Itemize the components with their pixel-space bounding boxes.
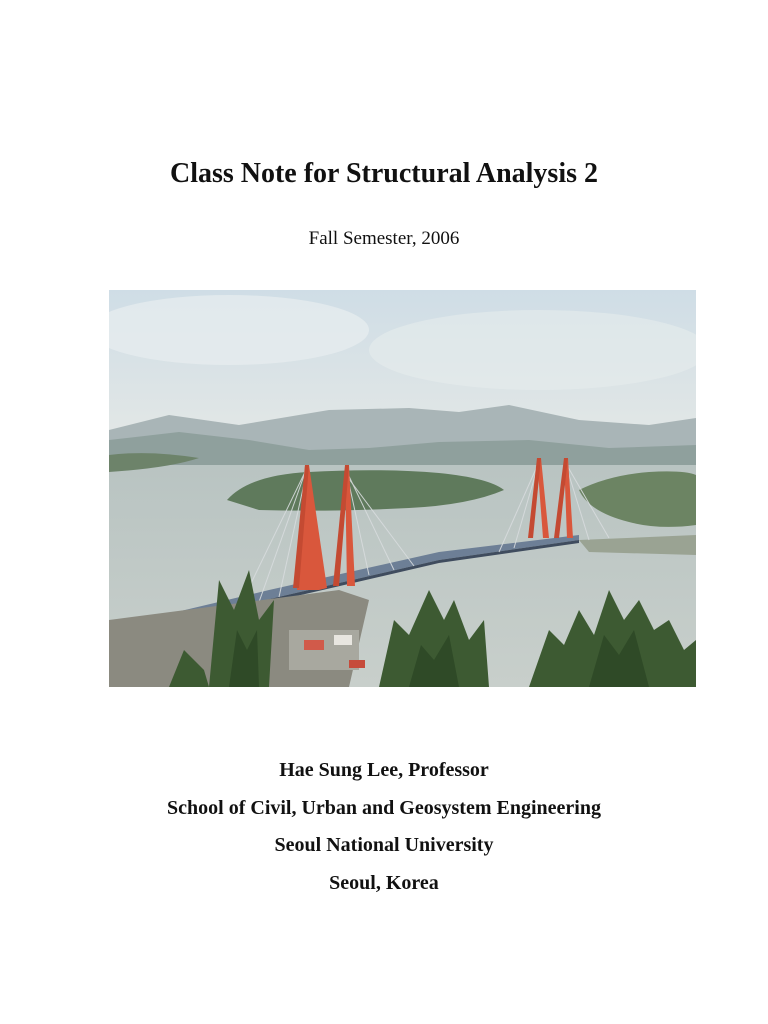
author-block bbox=[0, 758, 768, 908]
bridge-photo bbox=[109, 290, 696, 687]
document-title: Class Note for Structural Analysis 2 bbox=[169, 158, 599, 189]
author-name: Hae Sung Lee, Professor bbox=[279, 759, 489, 781]
author-university: Seoul National University bbox=[274, 834, 494, 856]
author-location: Seoul, Korea bbox=[329, 871, 439, 894]
semester-label: Fall Semester, 2006 bbox=[308, 228, 460, 249]
author-school: School of Civil, Urban and Geosystem Engineering bbox=[167, 796, 601, 819]
